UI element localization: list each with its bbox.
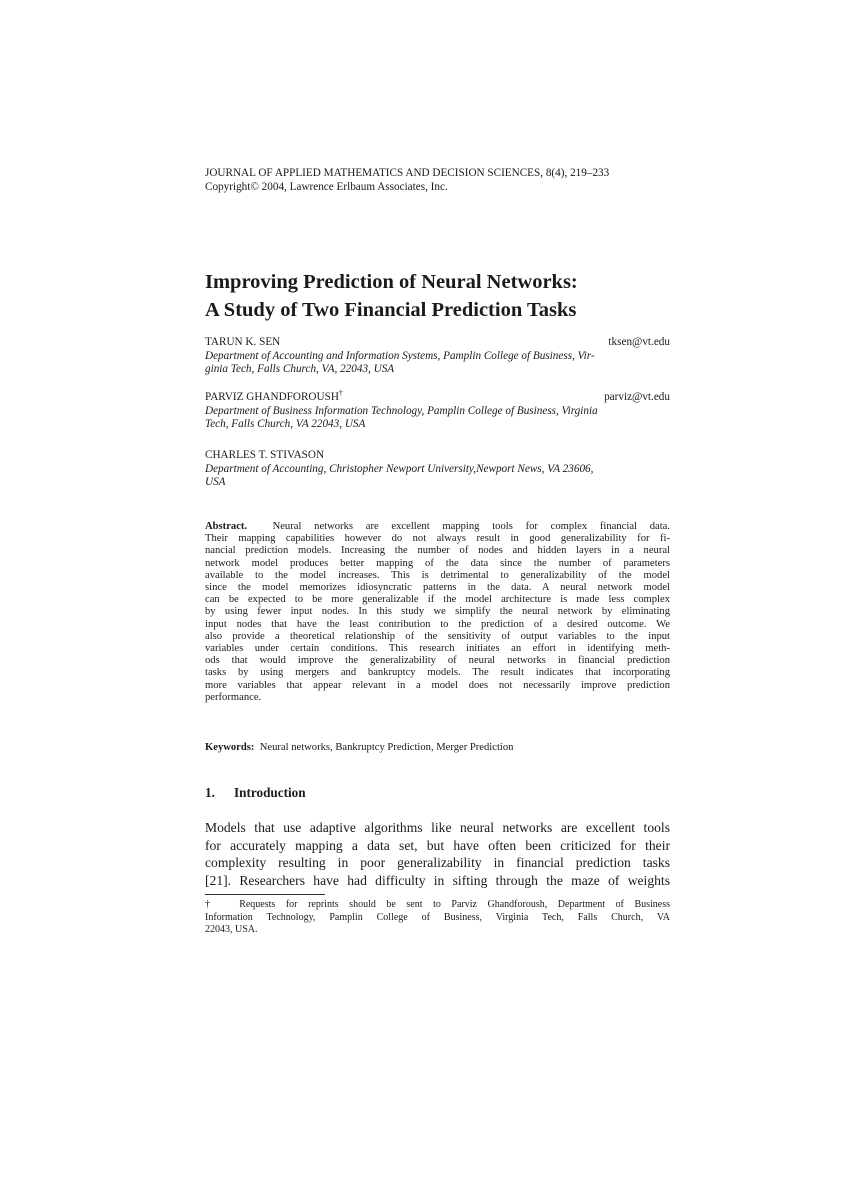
footnote [205,899,670,937]
abstract-line: by using fewer input nodes. In this study we simplify the neural network by eliminating [205,606,670,618]
author-affiliation-cont: USA [205,476,226,488]
intro-line: for accurately mapping a data set, but have often been criticized for their [205,837,670,853]
abstract-line: performance. [205,691,262,703]
section-number: 1. [205,785,215,800]
abstract-line: also provide a theoretical relationship of the sensitivity of output variables to the input [205,630,670,642]
footnote-line: Information Technology, Pamplin College of Business, Virginia Tech, Falls Church, VA [205,911,670,923]
keywords [205,742,670,753]
abstract-line: nancial prediction models. Increasing the number of nodes and hidden layers in a neural [205,545,670,557]
keywords-text: Neural networks, Bankruptcy Prediction, Merger Prediction [259,742,514,753]
section-title: Introduction [234,785,306,800]
abstract [205,521,670,704]
paper-title [205,268,670,324]
author-email[interactable]: parviz@vt.edu [604,391,670,403]
abstract-line: input nodes that have the least contribution to the prediction of a desired outcome. We [205,618,670,630]
author-block-1 [205,336,670,377]
footnote-mark: † [205,899,219,910]
author-affiliation-cont: Tech, Falls Church, VA 22043, USA [205,418,366,430]
author-block-2 [205,388,670,432]
abstract-line: ods that would improve the generalizability of neural networks in financial prediction [205,655,670,667]
title-line-2: A Study of Two Financial Prediction Tasks [205,299,577,321]
abstract-line: variables under certain conditions. This research initiates an effort in identifying meth- [205,643,670,655]
footnote-rule [205,894,325,895]
journal-header [205,166,670,194]
author-name: CHARLES T. STIVASON [205,449,325,461]
footnote-line: 22043, USA. [205,924,258,936]
intro-line: [21]. Researchers have had difficulty in sifting through the maze of weights [205,872,670,888]
abstract-line: can be expected to be more generalizable if the model architecture is made less complex [205,594,670,606]
intro-line: complexity resulting in poor generalizability in financial prediction tasks [205,855,670,871]
abstract-label: Abstract. [205,521,248,532]
author-affiliation: Department of Accounting and Information Systems, Pamplin College of Business, Vir- [205,349,595,362]
title-line-1: Improving Prediction of Neural Networks: [205,271,578,293]
intro-paragraph [205,819,670,889]
section-heading [205,785,306,801]
abstract-line: Their mapping capabilities however do not always result in good generalizability for fi- [205,533,670,545]
author-name: TARUN K. SEN [205,336,281,348]
author-name: PARVIZ GHANDFOROUSH [205,391,339,403]
keywords-label: Keywords: [205,742,255,753]
abstract-line: more variables that appear relevant in a model does not necessarily improve prediction [205,679,670,691]
copyright-line: Copyright© 2004, Lawrence Erlbaum Associates, Inc. [205,181,448,193]
footnote-mark: † [338,388,343,398]
footnote-line: Requests for reprints should be sent to Parviz Ghandforoush, Department of Business [239,899,671,910]
author-affiliation: Department of Business Information Technology, Pamplin College of Business, Virginia [205,404,598,417]
author-email[interactable]: tksen@vt.edu [608,336,670,348]
abstract-line: since the model memorizes idiosyncratic patterns in the data. A neural network model [205,582,670,594]
journal-citation: JOURNAL OF APPLIED MATHEMATICS AND DECISION SCIENCES, 8(4), 219–233 [205,167,610,179]
abstract-line: tasks by using mergers and bankruptcy models. The result indicates that incorporating [205,667,670,679]
abstract-line: available to the model increases. This is detrimental to generalizability of the model [205,569,670,581]
abstract-line: network model produces better mapping of the data since the number of parameters [205,557,670,569]
intro-line: Models that use adaptive algorithms like neural networks are excellent tools [205,820,670,835]
abstract-line: Neural networks are excellent mapping tools for complex financial data. [272,521,671,532]
author-block-3 [205,449,670,490]
author-affiliation: Department of Accounting, Christopher Newport University,Newport News, VA 23606, [205,462,594,475]
author-affiliation-cont: ginia Tech, Falls Church, VA, 22043, USA [205,363,395,375]
